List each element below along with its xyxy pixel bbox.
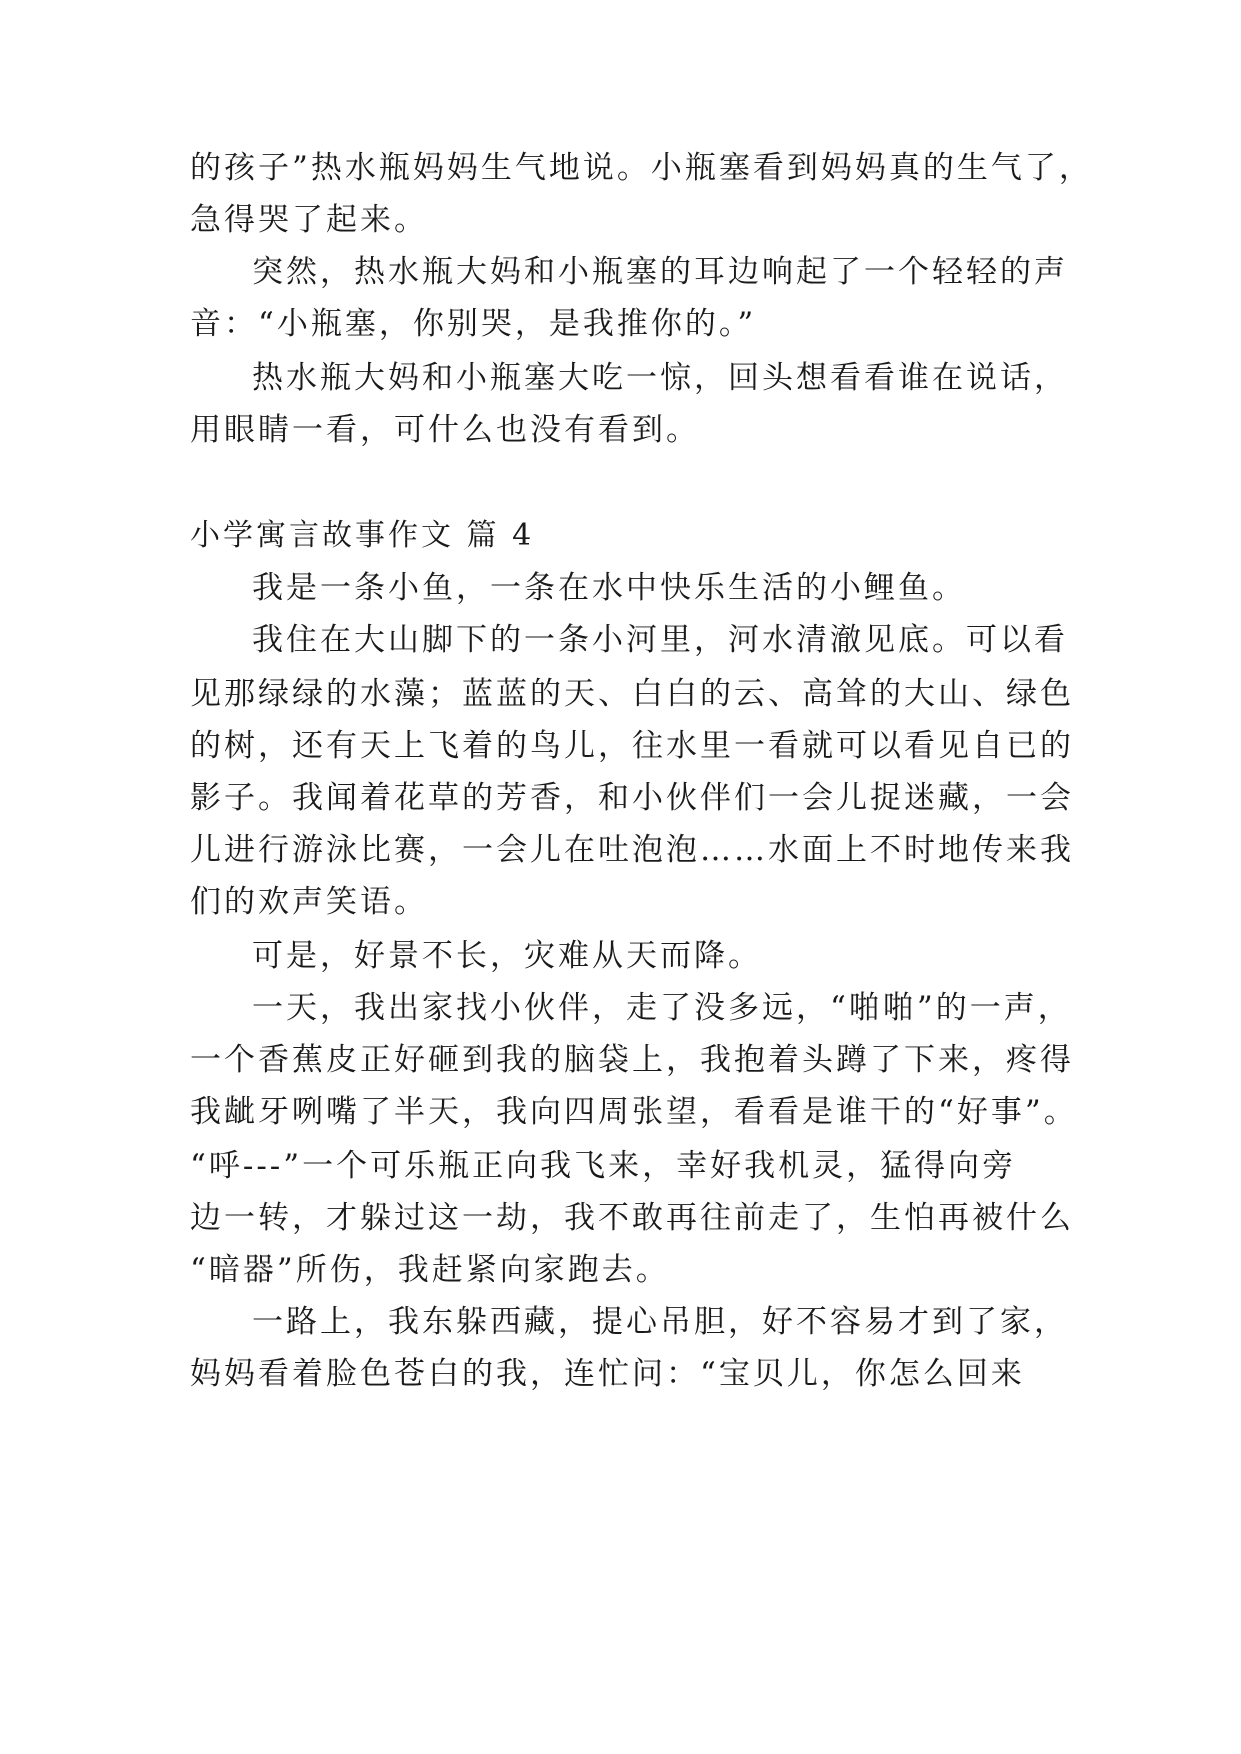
text-line: 妈妈看着脸色苍白的我，连忙问：“宝贝儿，你怎么回来 bbox=[190, 1356, 1025, 1392]
text-line: 们的欢声笑语。 bbox=[190, 884, 428, 920]
paragraph-line: 我是一条小鱼，一条在水中快乐生活的小鲤鱼。 bbox=[252, 570, 966, 606]
text-line: “暗器”所伤，我赶紧向家跑去。 bbox=[190, 1252, 670, 1288]
paragraph-line: 可是，好景不长，灾难从天而降。 bbox=[252, 938, 762, 974]
section-heading: 小学寓言故事作文 篇 4 bbox=[190, 518, 535, 553]
text-line: 边一转，才躲过这一劫，我不敢再往前走了，生怕再被什么 bbox=[190, 1200, 1074, 1236]
paragraph-line: 一天，我出家找小伙伴，走了没多远，“啪啪”的一声， bbox=[252, 990, 1072, 1026]
text-line: 儿进行游泳比赛，一会儿在吐泡泡……水面上不时地传来我 bbox=[190, 832, 1074, 868]
text-line: “呼---”一个可乐瓶正向我飞来，幸好我机灵，猛得向旁 bbox=[190, 1148, 1017, 1184]
text-line: 见那绿绿的水藻；蓝蓝的天、白白的云、高耸的大山、绿色 bbox=[190, 676, 1074, 712]
text-line: 音：“小瓶塞，你别哭，是我推你的。” bbox=[190, 306, 757, 342]
paragraph-line: 一路上，我东躲西藏，提心吊胆，好不容易才到了家， bbox=[252, 1304, 1068, 1340]
text-line: 急得哭了起来。 bbox=[190, 202, 428, 238]
text-line: 用眼睛一看，可什么也没有看到。 bbox=[190, 412, 700, 448]
text-line: 我龇牙咧嘴了半天，我向四周张望，看看是谁干的“好事”。 bbox=[190, 1094, 1078, 1130]
paragraph-line: 我住在大山脚下的一条小河里，河水清澈见底。可以看 bbox=[252, 622, 1068, 658]
paragraph-line: 突然，热水瓶大妈和小瓶塞的耳边响起了一个轻轻的声 bbox=[252, 254, 1068, 290]
text-line: 的树，还有天上飞着的鸟儿，往水里一看就可以看见自已的 bbox=[190, 728, 1074, 764]
text-line: 影子。我闻着花草的芳香，和小伙伴们一会儿捉迷藏，一会 bbox=[190, 780, 1074, 816]
paragraph-line: 热水瓶大妈和小瓶塞大吃一惊，回头想看看谁在说话， bbox=[252, 360, 1068, 396]
text-line: 一个香蕉皮正好砸到我的脑袋上，我抱着头蹲了下来，疼得 bbox=[190, 1042, 1074, 1078]
text-line: 的孩子”热水瓶妈妈生气地说。小瓶塞看到妈妈真的生气了， bbox=[190, 150, 1093, 186]
